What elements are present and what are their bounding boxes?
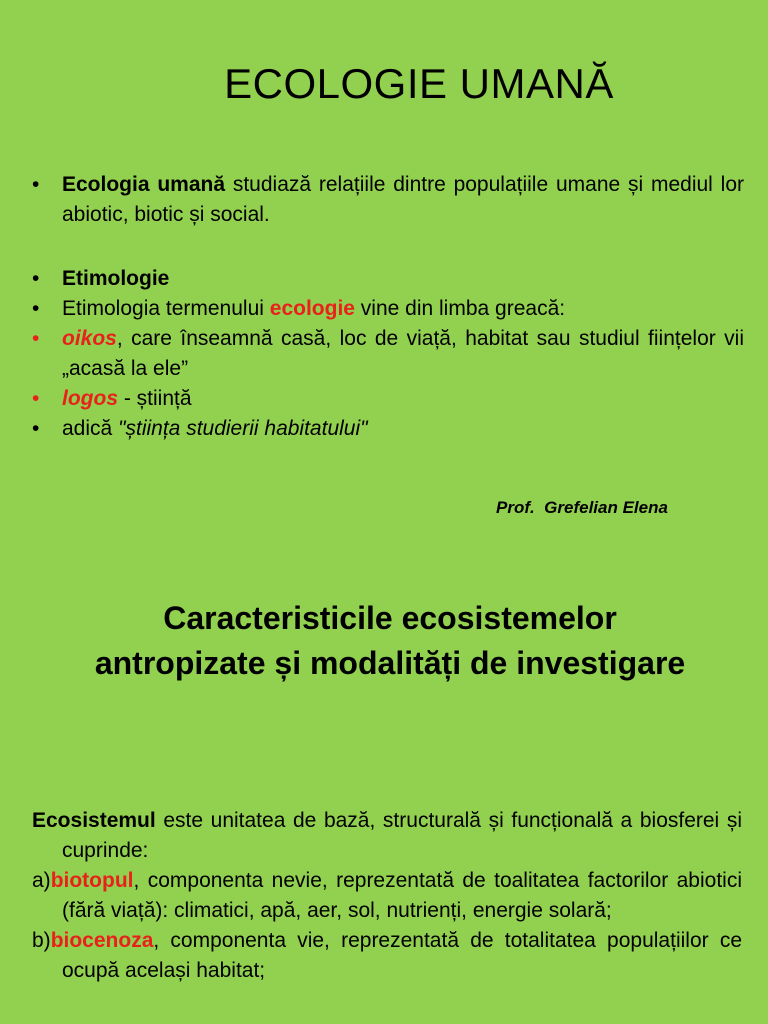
slide-title: ECOLOGIE UMANĂ (224, 60, 614, 107)
bullet-etimologie (32, 264, 744, 294)
etymology-before: Etimologia termenului (62, 297, 270, 320)
biocenoza-text: , componenta vie, reprezentată de totalitatea populațiilor ce ocupă același habitat; (62, 929, 742, 982)
list-item-biocenoza (32, 926, 742, 986)
marker-a: a) (32, 869, 51, 892)
bullet-definition (32, 170, 744, 230)
list-item-biotop (32, 866, 742, 926)
intro-text: este unitatea de bază, structurală și funcțională a biosferei și cuprinde: (62, 809, 742, 862)
bullet-dot: • (32, 267, 40, 290)
logos-text: - știință (118, 387, 192, 410)
bullet-dot: • (32, 173, 40, 196)
meaning-before: adică (62, 417, 119, 440)
author-signature: Prof. Grefelian Elena (496, 498, 668, 517)
bullet-dot: • (32, 327, 40, 350)
meaning-quote: "știința studierii habitatului" (118, 417, 368, 440)
marker-b: b) (32, 929, 51, 952)
slide-2-body (32, 806, 742, 986)
bullet-list (32, 170, 744, 444)
term-biocenoza: biocenoza (50, 929, 154, 952)
bullet-oikos (32, 324, 744, 384)
heading-etimologie: Etimologie (62, 267, 170, 290)
bullet-dot: • (32, 387, 40, 410)
bullet-dot: • (32, 297, 40, 320)
bullet-logos (32, 384, 744, 414)
term-biotopul: biotopul (50, 869, 134, 892)
slide-2-title: Caracteristicile ecosistemelor antropizate și modalități de investigare (94, 600, 686, 681)
bullet-etymology-text (32, 294, 744, 324)
biotop-text: , componenta nevie, reprezentată de toalitatea factorilor abiotici (fără viață): climatici, apă, aer, sol, nutrienți, energie solară; (62, 869, 742, 922)
intro-paragraph (32, 806, 742, 866)
term-ecosistemul: Ecosistemul (32, 809, 156, 832)
bullet-meaning (32, 414, 744, 444)
term-logos: logos (62, 387, 118, 410)
etymology-after: vine din limba greacă: (354, 297, 566, 320)
term-ecologia-umana: Ecologia umană (62, 173, 226, 196)
term-oikos: oikos (62, 327, 117, 350)
bullet-dot: • (32, 417, 40, 440)
definition-text: studiază relațiile dintre populațiile umane și mediul lor abiotic, biotic și social. (62, 173, 744, 226)
oikos-text: , care înseamnă casă, loc de viață, habitat sau studiul ființelor vii „acasă la ele” (62, 327, 744, 380)
term-ecologie: ecologie (269, 297, 355, 320)
